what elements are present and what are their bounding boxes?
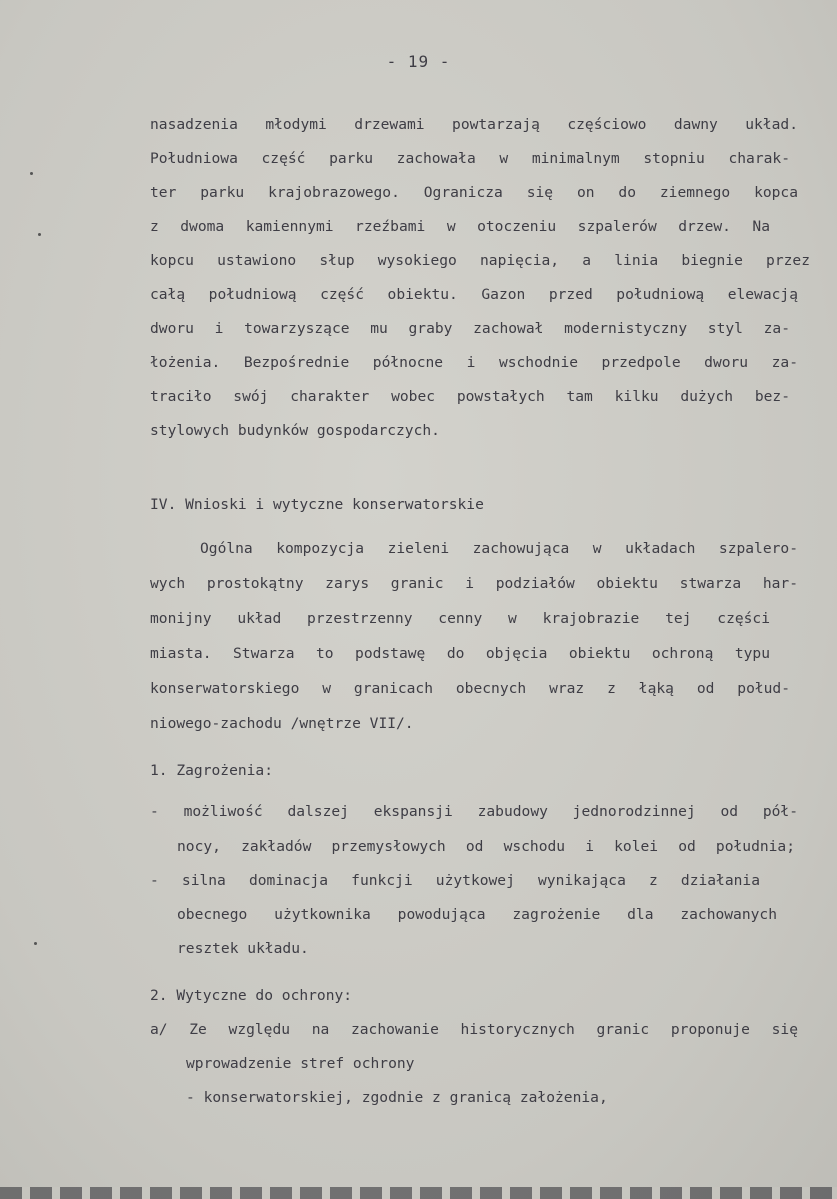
- text-line: wych prostokątny zarys granic i podziałów obiektu stwarza har-: [150, 575, 798, 592]
- scan-speck: [34, 942, 37, 945]
- text-line: Południowa część parku zachowała w minimalnym stopniu charak-: [150, 150, 790, 167]
- text-line: niowego-zachodu /wnętrze VII/.: [150, 715, 414, 732]
- text-line: resztek układu.: [177, 940, 309, 957]
- text-line: nasadzenia młodymi drzewami powtarzają częściowo dawny układ.: [150, 116, 798, 133]
- text-line: kopcu ustawiono słup wysokiego napięcia, a linia biegnie przez: [150, 252, 810, 269]
- text-line: 2. Wytyczne do ochrony:: [150, 987, 353, 1004]
- text-line: łożenia. Bezpośrednie północne i wschodnie przedpole dworu za-: [150, 354, 798, 371]
- text-line: traciło swój charakter wobec powstałych tam kilku dużych bez-: [150, 388, 790, 405]
- text-line: dworu i towarzyszące mu graby zachował modernistyczny styl za-: [150, 320, 790, 337]
- text-line: monijny układ przestrzenny cenny w krajobrazie tej części: [150, 610, 770, 627]
- text-line: - silna dominacja funkcji użytkowej wynikająca z działania: [150, 872, 760, 889]
- text-line: a/ Ze względu na zachowanie historycznych granic proponuje się: [150, 1021, 798, 1038]
- text-line: IV. Wnioski i wytyczne konserwatorskie: [150, 496, 484, 513]
- page-number: - 19 -: [386, 52, 451, 71]
- text-line: - możliwość dalszej ekspansji zabudowy jednorodzinnej od pół-: [150, 803, 798, 820]
- text-line: stylowych budynków gospodarczych.: [150, 422, 440, 439]
- scan-speck: [30, 172, 33, 175]
- text-line: Ogólna kompozycja zieleni zachowująca w układach szpalero-: [200, 540, 798, 557]
- text-line: obecnego użytkownika powodująca zagrożenie dla zachowanych: [177, 906, 777, 923]
- scan-bottom-edge: [0, 1187, 837, 1199]
- text-line: miasta. Stwarza to podstawę do objęcia obiektu ochroną typu: [150, 645, 770, 662]
- text-line: konserwatorskiego w granicach obecnych wraz z łąką od połud-: [150, 680, 790, 697]
- text-line: 1. Zagrożenia:: [150, 762, 274, 779]
- text-line: nocy, zakładów przemysłowych od wschodu i kolei od południa;: [177, 838, 795, 855]
- text-line: z dwoma kamiennymi rzeźbami w otoczeniu szpalerów drzew. Na: [150, 218, 770, 235]
- scan-speck: [38, 233, 41, 236]
- text-line: całą południową część obiektu. Gazon przed południową elewacją: [150, 286, 798, 303]
- text-line: ter parku krajobrazowego. Ogranicza się on do ziemnego kopca: [150, 184, 798, 201]
- text-line: - konserwatorskiej, zgodnie z granicą założenia,: [186, 1089, 608, 1106]
- text-line: wprowadzenie stref ochrony: [186, 1055, 415, 1072]
